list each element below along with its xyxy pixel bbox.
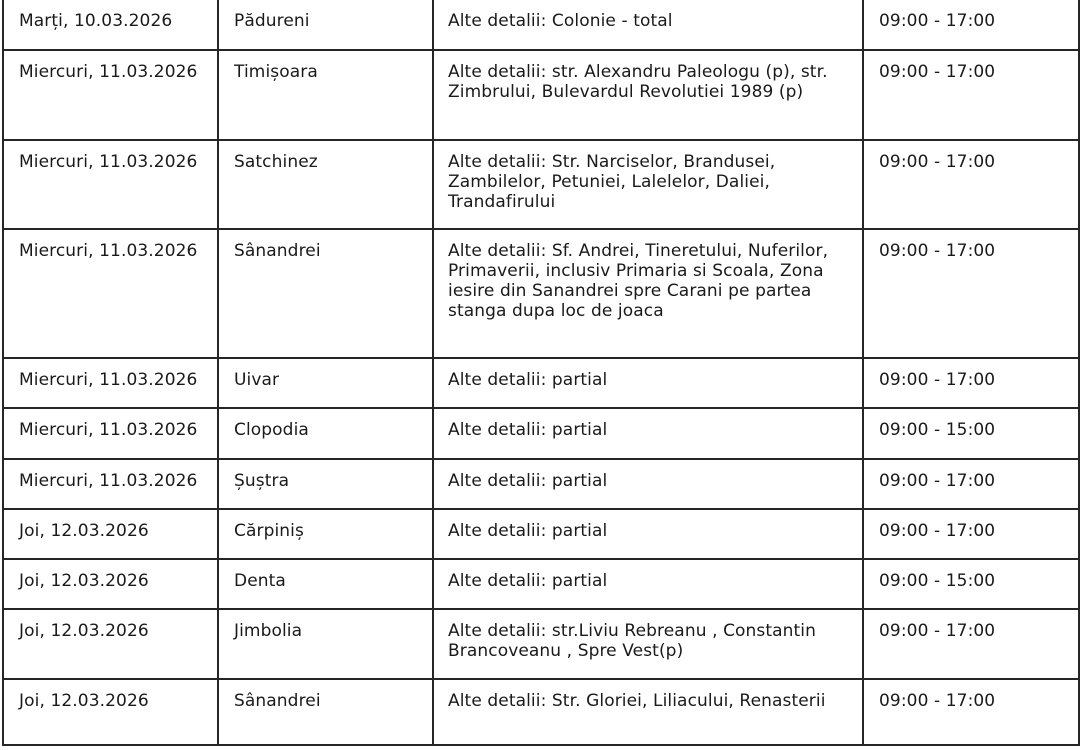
details-cell: Alte detalii: Str. Narciselor, Brandusei, Zambilelor, Petuniei, Lalelelor, Daliei, Trandafirului xyxy=(433,140,863,229)
date-cell: Joi, 12.03.2026 xyxy=(3,559,218,609)
table-row xyxy=(3,140,1079,229)
date-cell: Miercuri, 11.03.2026 xyxy=(3,408,218,459)
date-cell: Miercuri, 11.03.2026 xyxy=(3,229,218,358)
hours-cell: 09:00 - 15:00 xyxy=(863,559,1079,609)
table-row xyxy=(3,679,1079,745)
hours-cell: 09:00 - 15:00 xyxy=(863,408,1079,459)
date-cell: Miercuri, 11.03.2026 xyxy=(3,358,218,408)
location-cell: Clopodia xyxy=(218,408,433,459)
details-cell: Alte detalii: Colonie - total xyxy=(433,0,863,50)
hours-cell: 09:00 - 17:00 xyxy=(863,140,1079,229)
table-row xyxy=(3,229,1079,358)
details-cell: Alte detalii: partial xyxy=(433,358,863,408)
details-cell: Alte detalii: str.Liviu Rebreanu , Constantin Brancoveanu , Spre Vest(p) xyxy=(433,609,863,679)
hours-cell: 09:00 - 17:00 xyxy=(863,229,1079,358)
table-row xyxy=(3,559,1079,609)
location-cell: Jimbolia xyxy=(218,609,433,679)
table-row xyxy=(3,459,1079,509)
details-cell: Alte detalii: partial xyxy=(433,459,863,509)
table-row xyxy=(3,0,1079,50)
details-cell: Alte detalii: str. Alexandru Paleologu (p), str. Zimbrului, Bulevardul Revolutiei 1989 (p) xyxy=(433,50,863,140)
hours-cell: 09:00 - 17:00 xyxy=(863,509,1079,559)
location-cell: Denta xyxy=(218,559,433,609)
location-cell: Șuștra xyxy=(218,459,433,509)
hours-cell: 09:00 - 17:00 xyxy=(863,459,1079,509)
location-cell: Satchinez xyxy=(218,140,433,229)
hours-cell: 09:00 - 17:00 xyxy=(863,358,1079,408)
hours-cell: 09:00 - 17:00 xyxy=(863,609,1079,679)
details-cell: Alte detalii: partial xyxy=(433,408,863,459)
date-cell: Joi, 12.03.2026 xyxy=(3,679,218,745)
location-cell: Uivar xyxy=(218,358,433,408)
date-cell: Marți, 10.03.2026 xyxy=(3,0,218,50)
location-cell: Sânandrei xyxy=(218,679,433,745)
table-row xyxy=(3,50,1079,140)
table-row xyxy=(3,609,1079,679)
details-cell: Alte detalii: Sf. Andrei, Tineretului, Nuferilor, Primaverii, inclusiv Primaria si Scoala, Zona iesire din Sanandrei spre Carani pe partea stanga dupa loc de joaca xyxy=(433,229,863,358)
table-row xyxy=(3,358,1079,408)
date-cell: Miercuri, 11.03.2026 xyxy=(3,459,218,509)
table-row xyxy=(3,509,1079,559)
location-cell: Cărpiniș xyxy=(218,509,433,559)
date-cell: Miercuri, 11.03.2026 xyxy=(3,50,218,140)
date-cell: Joi, 12.03.2026 xyxy=(3,609,218,679)
location-cell: Sânandrei xyxy=(218,229,433,358)
date-cell: Miercuri, 11.03.2026 xyxy=(3,140,218,229)
location-cell: Pădureni xyxy=(218,0,433,50)
outage-schedule-table xyxy=(2,0,1080,746)
date-cell: Joi, 12.03.2026 xyxy=(3,509,218,559)
details-cell: Alte detalii: partial xyxy=(433,509,863,559)
hours-cell: 09:00 - 17:00 xyxy=(863,679,1079,745)
location-cell: Timișoara xyxy=(218,50,433,140)
hours-cell: 09:00 - 17:00 xyxy=(863,0,1079,50)
details-cell: Alte detalii: Str. Gloriei, Liliacului, Renasterii xyxy=(433,679,863,745)
hours-cell: 09:00 - 17:00 xyxy=(863,50,1079,140)
table-row xyxy=(3,408,1079,459)
details-cell: Alte detalii: partial xyxy=(433,559,863,609)
